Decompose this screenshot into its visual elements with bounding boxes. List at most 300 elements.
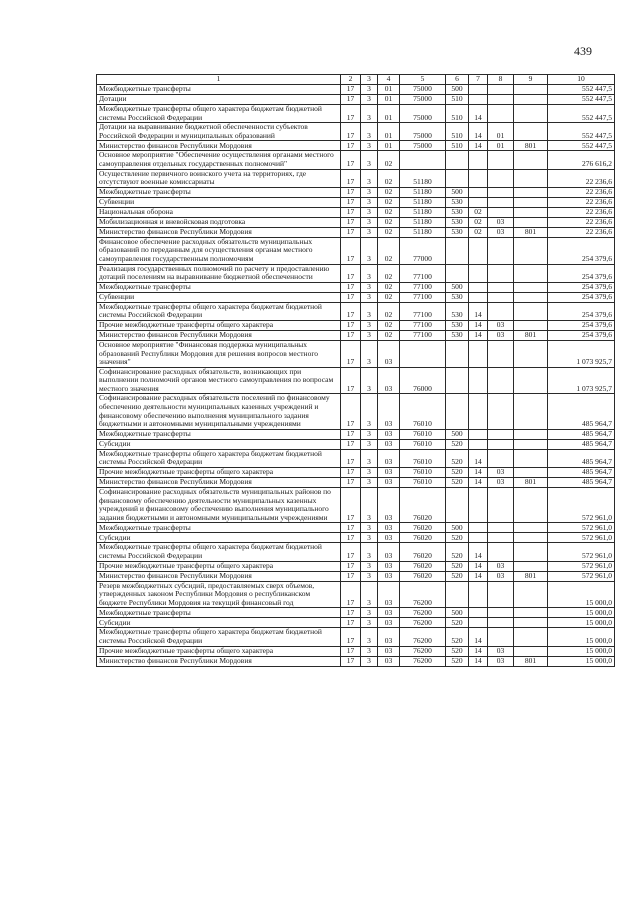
- cell-code-5: 76020: [400, 488, 446, 523]
- cell-code-6: 500: [446, 608, 469, 618]
- table-row: [97, 439, 615, 449]
- cell-code-6: 510: [446, 105, 469, 123]
- cell-code-4: 02: [378, 187, 400, 197]
- cell-amount: 22 236,6: [548, 187, 615, 197]
- cell-code-4: 03: [378, 608, 400, 618]
- cell-code-9: [514, 646, 548, 656]
- cell-code-5: 75000: [400, 105, 446, 123]
- cell-code-9: [514, 628, 548, 646]
- cell-code-9: 801: [514, 227, 548, 237]
- cell-code-2: 17: [341, 302, 361, 320]
- cell-code-9: [514, 581, 548, 608]
- cell-code-2: 17: [341, 217, 361, 227]
- cell-code-9: [514, 123, 548, 141]
- cell-code-8: [488, 608, 514, 618]
- table-body: [97, 85, 615, 667]
- cell-code-2: 17: [341, 330, 361, 340]
- cell-code-3: 3: [361, 330, 378, 340]
- cell-code-9: [514, 237, 548, 264]
- cell-amount: 15 000,0: [548, 618, 615, 628]
- row-name: Министерство финансов Республики Мордовия: [97, 330, 341, 340]
- cell-amount: 552 447,5: [548, 141, 615, 151]
- table-row: [97, 656, 615, 666]
- row-name: Субвенции: [97, 197, 341, 207]
- cell-code-2: 17: [341, 581, 361, 608]
- cell-amount: 485 964,7: [548, 468, 615, 478]
- cell-code-3: 3: [361, 488, 378, 523]
- cell-code-9: [514, 95, 548, 105]
- row-name: Субсидии: [97, 439, 341, 449]
- cell-code-3: 3: [361, 523, 378, 533]
- cell-code-3: 3: [361, 628, 378, 646]
- cell-code-6: 520: [446, 439, 469, 449]
- cell-code-8: [488, 197, 514, 207]
- cell-code-2: 17: [341, 571, 361, 581]
- cell-code-4: 03: [378, 488, 400, 523]
- cell-code-9: [514, 561, 548, 571]
- cell-code-2: 17: [341, 340, 361, 367]
- row-name: Основное мероприятие "Обеспечение осуществления органами местного самоуправления отдельных государственных полномочий": [97, 151, 341, 169]
- table-row: [97, 340, 615, 367]
- header-row: [97, 75, 615, 85]
- cell-code-4: 02: [378, 151, 400, 169]
- cell-code-3: 3: [361, 394, 378, 429]
- cell-code-5: 75000: [400, 123, 446, 141]
- cell-amount: 22 236,6: [548, 197, 615, 207]
- cell-code-9: [514, 367, 548, 394]
- cell-code-6: 530: [446, 330, 469, 340]
- cell-code-7: 14: [469, 543, 488, 561]
- cell-code-6: 510: [446, 123, 469, 141]
- cell-code-2: 17: [341, 656, 361, 666]
- cell-code-5: 77100: [400, 302, 446, 320]
- table-row: [97, 187, 615, 197]
- cell-code-2: 17: [341, 394, 361, 429]
- cell-code-3: 3: [361, 429, 378, 439]
- cell-code-4: 01: [378, 95, 400, 105]
- column-header: 7: [469, 75, 488, 85]
- cell-code-6: 530: [446, 197, 469, 207]
- table-row: [97, 151, 615, 169]
- cell-code-9: [514, 543, 548, 561]
- cell-code-4: 02: [378, 237, 400, 264]
- cell-code-8: [488, 207, 514, 217]
- cell-code-5: 76020: [400, 543, 446, 561]
- cell-code-5: 76200: [400, 646, 446, 656]
- row-name: Министерство финансов Республики Мордовия: [97, 571, 341, 581]
- cell-code-8: [488, 95, 514, 105]
- cell-code-8: [488, 429, 514, 439]
- table-row: [97, 468, 615, 478]
- table-row: [97, 105, 615, 123]
- cell-code-4: 03: [378, 656, 400, 666]
- table-row: [97, 141, 615, 151]
- cell-code-3: 3: [361, 237, 378, 264]
- cell-code-3: 3: [361, 478, 378, 488]
- cell-amount: 485 964,7: [548, 429, 615, 439]
- cell-amount: 572 961,0: [548, 571, 615, 581]
- cell-code-3: 3: [361, 85, 378, 95]
- cell-code-8: [488, 523, 514, 533]
- cell-code-8: [488, 169, 514, 187]
- cell-code-7: [469, 95, 488, 105]
- cell-code-4: 03: [378, 571, 400, 581]
- cell-code-6: [446, 169, 469, 187]
- cell-code-8: 03: [488, 227, 514, 237]
- cell-code-4: 03: [378, 581, 400, 608]
- column-header: 8: [488, 75, 514, 85]
- cell-code-8: [488, 488, 514, 523]
- cell-code-9: 801: [514, 656, 548, 666]
- cell-code-4: 03: [378, 367, 400, 394]
- cell-code-9: [514, 302, 548, 320]
- cell-code-3: 3: [361, 217, 378, 227]
- cell-code-8: [488, 367, 514, 394]
- table-row: [97, 264, 615, 282]
- cell-code-7: 02: [469, 227, 488, 237]
- cell-amount: 485 964,7: [548, 439, 615, 449]
- cell-code-8: 03: [488, 468, 514, 478]
- cell-code-4: 03: [378, 468, 400, 478]
- cell-code-3: 3: [361, 320, 378, 330]
- cell-code-5: 76020: [400, 561, 446, 571]
- cell-code-3: 3: [361, 105, 378, 123]
- cell-code-3: 3: [361, 95, 378, 105]
- cell-amount: 254 379,6: [548, 330, 615, 340]
- cell-code-7: [469, 292, 488, 302]
- cell-code-3: 3: [361, 292, 378, 302]
- cell-code-7: [469, 282, 488, 292]
- row-name: Межбюджетные трансферты общего характера бюджетам бюджетной системы Российской Федерации: [97, 628, 341, 646]
- row-name: Межбюджетные трансферты общего характера бюджетам бюджетной системы Российской Федерации: [97, 302, 341, 320]
- cell-code-7: 14: [469, 478, 488, 488]
- cell-code-5: 51180: [400, 169, 446, 187]
- cell-code-4: 02: [378, 169, 400, 187]
- cell-code-8: [488, 628, 514, 646]
- cell-code-2: 17: [341, 543, 361, 561]
- cell-code-3: 3: [361, 197, 378, 207]
- cell-code-7: [469, 533, 488, 543]
- cell-amount: 254 379,6: [548, 292, 615, 302]
- cell-code-4: 03: [378, 429, 400, 439]
- cell-code-3: 3: [361, 169, 378, 187]
- cell-code-7: 14: [469, 628, 488, 646]
- cell-code-6: [446, 488, 469, 523]
- cell-code-3: 3: [361, 439, 378, 449]
- cell-code-4: 02: [378, 207, 400, 217]
- cell-code-6: 500: [446, 429, 469, 439]
- cell-amount: 15 000,0: [548, 628, 615, 646]
- cell-code-5: [400, 340, 446, 367]
- cell-code-4: 03: [378, 478, 400, 488]
- cell-code-5: 76020: [400, 523, 446, 533]
- cell-code-7: [469, 618, 488, 628]
- cell-code-5: 51180: [400, 227, 446, 237]
- cell-code-9: [514, 105, 548, 123]
- cell-code-2: 17: [341, 282, 361, 292]
- cell-code-6: 500: [446, 523, 469, 533]
- cell-code-2: 17: [341, 320, 361, 330]
- cell-code-5: 76020: [400, 533, 446, 543]
- cell-code-7: 14: [469, 656, 488, 666]
- cell-code-9: [514, 292, 548, 302]
- cell-code-6: 530: [446, 207, 469, 217]
- cell-code-8: 01: [488, 141, 514, 151]
- cell-code-8: [488, 533, 514, 543]
- cell-code-6: 530: [446, 217, 469, 227]
- cell-code-5: 76200: [400, 656, 446, 666]
- cell-code-7: [469, 523, 488, 533]
- cell-code-8: [488, 292, 514, 302]
- cell-code-4: 03: [378, 543, 400, 561]
- cell-code-5: 51180: [400, 217, 446, 227]
- budget-table: [96, 74, 615, 667]
- cell-code-8: [488, 581, 514, 608]
- cell-code-4: 03: [378, 439, 400, 449]
- row-name: Министерство финансов Республики Мордовия: [97, 478, 341, 488]
- cell-code-7: 14: [469, 468, 488, 478]
- cell-code-7: [469, 608, 488, 618]
- cell-code-4: 03: [378, 340, 400, 367]
- cell-code-8: [488, 151, 514, 169]
- cell-code-9: [514, 429, 548, 439]
- cell-code-3: 3: [361, 282, 378, 292]
- cell-amount: 485 964,7: [548, 394, 615, 429]
- cell-code-6: [446, 367, 469, 394]
- cell-code-8: 03: [488, 330, 514, 340]
- cell-code-6: 500: [446, 187, 469, 197]
- cell-code-2: 17: [341, 187, 361, 197]
- cell-code-3: 3: [361, 646, 378, 656]
- table-row: [97, 292, 615, 302]
- cell-code-8: [488, 449, 514, 467]
- cell-code-2: 17: [341, 561, 361, 571]
- cell-code-3: 3: [361, 533, 378, 543]
- cell-code-3: 3: [361, 571, 378, 581]
- row-name: Межбюджетные трансферты общего характера бюджетам бюджетной системы Российской Федерации: [97, 543, 341, 561]
- cell-amount: 552 447,5: [548, 123, 615, 141]
- cell-code-9: 801: [514, 330, 548, 340]
- cell-code-9: [514, 217, 548, 227]
- cell-code-2: 17: [341, 197, 361, 207]
- cell-code-5: 51180: [400, 197, 446, 207]
- cell-code-7: [469, 169, 488, 187]
- table-row: [97, 646, 615, 656]
- cell-code-2: 17: [341, 237, 361, 264]
- cell-code-4: 01: [378, 141, 400, 151]
- cell-amount: 1 073 925,7: [548, 340, 615, 367]
- cell-code-2: 17: [341, 628, 361, 646]
- cell-code-8: 03: [488, 217, 514, 227]
- cell-code-8: [488, 85, 514, 95]
- row-name: Софинансирование расходных обязательств поселений по финансовому обеспечению деятельности муниципальных казенных учреждений и финансовому обеспечению выполнения муниципального задания бюджетными и автономными муниципальными учреждениями: [97, 394, 341, 429]
- cell-code-8: 03: [488, 561, 514, 571]
- table-row: [97, 394, 615, 429]
- cell-code-9: [514, 523, 548, 533]
- cell-amount: 485 964,7: [548, 478, 615, 488]
- cell-amount: 485 964,7: [548, 449, 615, 467]
- cell-code-6: [446, 340, 469, 367]
- cell-code-5: 76200: [400, 618, 446, 628]
- cell-code-6: 530: [446, 320, 469, 330]
- row-name: Осуществление первичного воинского учета на территориях, где отсутствуют военные комиссариаты: [97, 169, 341, 187]
- cell-code-7: 14: [469, 330, 488, 340]
- table-row: [97, 123, 615, 141]
- row-name: Прочие межбюджетные трансферты общего характера: [97, 561, 341, 571]
- table-row: [97, 302, 615, 320]
- cell-code-2: 17: [341, 608, 361, 618]
- row-name: Прочие межбюджетные трансферты общего характера: [97, 468, 341, 478]
- cell-code-2: 17: [341, 227, 361, 237]
- cell-code-5: 76010: [400, 478, 446, 488]
- cell-code-3: 3: [361, 581, 378, 608]
- cell-code-5: 75000: [400, 95, 446, 105]
- column-header: 2: [341, 75, 361, 85]
- cell-code-3: 3: [361, 207, 378, 217]
- cell-amount: 276 616,2: [548, 151, 615, 169]
- table-row: [97, 330, 615, 340]
- table-row: [97, 608, 615, 618]
- cell-amount: 254 379,6: [548, 302, 615, 320]
- cell-code-4: 02: [378, 227, 400, 237]
- table-row: [97, 95, 615, 105]
- row-name: Софинансирование расходных обязательств муниципальных районов по финансовому обеспечению деятельности муниципальных казенных учреждений и финансовому обеспечению выполнения муниципального задания бюджетными и автономными муниципальными учреждениями: [97, 488, 341, 523]
- cell-code-4: 03: [378, 618, 400, 628]
- row-name: Межбюджетные трансферты: [97, 187, 341, 197]
- cell-code-9: 801: [514, 141, 548, 151]
- cell-code-2: 17: [341, 523, 361, 533]
- row-name: Министерство финансов Республики Мордовия: [97, 656, 341, 666]
- cell-amount: 254 379,6: [548, 264, 615, 282]
- cell-code-7: [469, 85, 488, 95]
- cell-code-3: 3: [361, 340, 378, 367]
- cell-code-4: 03: [378, 523, 400, 533]
- cell-code-4: 02: [378, 302, 400, 320]
- cell-code-8: [488, 187, 514, 197]
- column-header: 10: [548, 75, 615, 85]
- cell-code-2: 17: [341, 207, 361, 217]
- cell-code-8: [488, 264, 514, 282]
- cell-code-4: 03: [378, 449, 400, 467]
- cell-code-9: [514, 618, 548, 628]
- cell-code-7: [469, 581, 488, 608]
- cell-code-3: 3: [361, 449, 378, 467]
- cell-code-2: 17: [341, 85, 361, 95]
- cell-amount: 572 961,0: [548, 561, 615, 571]
- row-name: Основное мероприятие "Финансовая поддержка муниципальных образований Республики Мордовия для решения вопросов местного значения": [97, 340, 341, 367]
- cell-code-5: 77100: [400, 282, 446, 292]
- cell-code-2: 17: [341, 439, 361, 449]
- row-name: Министерство финансов Республики Мордовия: [97, 227, 341, 237]
- cell-code-2: 17: [341, 95, 361, 105]
- cell-code-6: 520: [446, 449, 469, 467]
- cell-amount: 572 961,0: [548, 523, 615, 533]
- cell-code-7: [469, 367, 488, 394]
- cell-code-5: 76200: [400, 608, 446, 618]
- cell-code-2: 17: [341, 264, 361, 282]
- row-name: Мобилизационная и вневойсковая подготовка: [97, 217, 341, 227]
- table-row: [97, 169, 615, 187]
- cell-code-6: 520: [446, 628, 469, 646]
- cell-code-7: 02: [469, 217, 488, 227]
- cell-code-6: [446, 264, 469, 282]
- row-name: Финансовое обеспечение расходных обязательств муниципальных образований по переданным для осуществления органам местного самоуправления государственным полномочиям: [97, 237, 341, 264]
- cell-code-2: 17: [341, 488, 361, 523]
- page-number: 439: [574, 44, 592, 58]
- table-row: [97, 449, 615, 467]
- cell-code-6: 510: [446, 95, 469, 105]
- cell-code-5: 51180: [400, 187, 446, 197]
- table-row: [97, 227, 615, 237]
- row-name: Прочие межбюджетные трансферты общего характера: [97, 320, 341, 330]
- cell-code-7: [469, 264, 488, 282]
- cell-code-9: [514, 264, 548, 282]
- table-row: [97, 282, 615, 292]
- cell-code-4: 03: [378, 628, 400, 646]
- cell-code-8: [488, 543, 514, 561]
- cell-code-6: [446, 237, 469, 264]
- cell-code-3: 3: [361, 151, 378, 169]
- cell-code-5: 77100: [400, 264, 446, 282]
- cell-code-4: 02: [378, 264, 400, 282]
- table-row: [97, 561, 615, 571]
- cell-code-6: 520: [446, 561, 469, 571]
- row-name: Межбюджетные трансферты общего характера бюджетам бюджетной системы Российской Федерации: [97, 449, 341, 467]
- cell-code-6: 500: [446, 85, 469, 95]
- row-name: Дотации на выравнивание бюджетной обеспеченности субъектов Российской Федерации и муниципальных образований: [97, 123, 341, 141]
- cell-code-9: [514, 533, 548, 543]
- table-row: [97, 207, 615, 217]
- cell-code-7: 14: [469, 123, 488, 141]
- cell-code-2: 17: [341, 478, 361, 488]
- cell-code-8: 03: [488, 320, 514, 330]
- cell-code-7: [469, 237, 488, 264]
- cell-code-6: 530: [446, 227, 469, 237]
- cell-code-6: 530: [446, 302, 469, 320]
- cell-code-3: 3: [361, 561, 378, 571]
- cell-code-7: 14: [469, 302, 488, 320]
- cell-code-8: 03: [488, 646, 514, 656]
- cell-code-6: 520: [446, 468, 469, 478]
- table-row: [97, 320, 615, 330]
- table-row: [97, 367, 615, 394]
- cell-code-6: 530: [446, 292, 469, 302]
- cell-code-9: [514, 468, 548, 478]
- cell-amount: 22 236,6: [548, 227, 615, 237]
- cell-code-2: 17: [341, 533, 361, 543]
- row-name: Субсидии: [97, 618, 341, 628]
- cell-code-8: [488, 302, 514, 320]
- cell-code-9: [514, 187, 548, 197]
- cell-code-5: 77000: [400, 237, 446, 264]
- column-header: 4: [378, 75, 400, 85]
- cell-code-3: 3: [361, 302, 378, 320]
- row-name: Межбюджетные трансферты: [97, 523, 341, 533]
- cell-code-4: 02: [378, 320, 400, 330]
- cell-code-3: 3: [361, 608, 378, 618]
- row-name: Межбюджетные трансферты: [97, 429, 341, 439]
- row-name: Субсидии: [97, 533, 341, 543]
- table-row: [97, 197, 615, 207]
- cell-code-6: 520: [446, 478, 469, 488]
- cell-code-8: [488, 340, 514, 367]
- cell-code-7: [469, 394, 488, 429]
- cell-code-8: 03: [488, 656, 514, 666]
- cell-code-4: 03: [378, 561, 400, 571]
- cell-code-9: [514, 85, 548, 95]
- cell-code-9: [514, 207, 548, 217]
- cell-amount: 254 379,6: [548, 282, 615, 292]
